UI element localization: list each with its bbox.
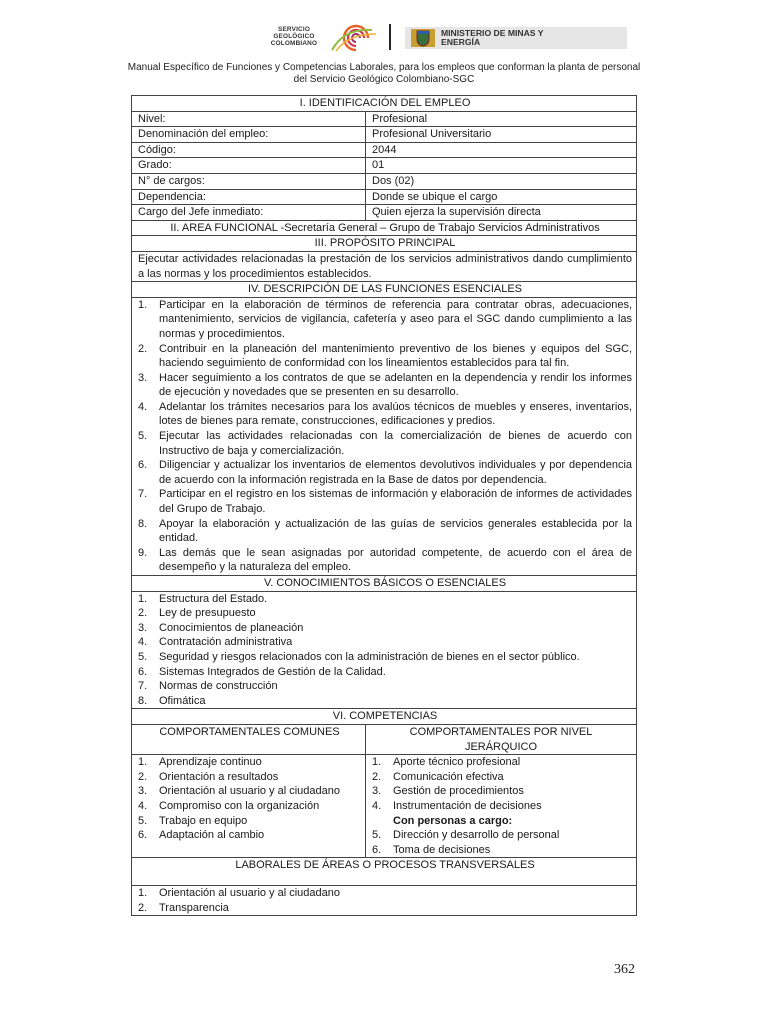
field-label: Dependencia:	[132, 189, 366, 205]
list-item	[138, 694, 632, 709]
list-item-text: Diligenciar y actualizar los inventarios de elementos devolutivos individuales y por dependencia de acuerdo con la información registrada en la Base de datos por dependencia.	[159, 459, 633, 486]
list-item	[138, 400, 632, 429]
section-heading-row	[132, 282, 637, 298]
list-item-text: Contratación administrativa	[159, 636, 293, 649]
list-item-text: Comunicación efectiva	[393, 770, 504, 783]
field-label: Cargo del Jefe inmediato:	[132, 205, 366, 221]
functions-cell	[132, 297, 637, 575]
list-item	[138, 635, 632, 650]
sgc-spiral-icon	[328, 24, 384, 52]
section-heading: III. PROPÓSITO PRINCIPAL	[132, 236, 637, 252]
field-value: Profesional	[366, 111, 637, 127]
list-item-number: 8.	[138, 694, 148, 707]
section-heading: LABORALES DE ÁREAS O PROCESOS TRANSVERSALES	[132, 858, 637, 886]
numbered-list	[372, 755, 632, 857]
list-item-number: 7.	[138, 488, 148, 501]
numbered-list	[138, 592, 632, 709]
field-value: Quien ejerza la supervisión directa	[366, 205, 637, 221]
list-item	[372, 755, 632, 770]
list-item-text: Las demás que le sean asignadas por autoridad competente, de acuerdo con el área de desempeño y la naturaleza del empleo.	[159, 546, 633, 574]
list-item-number: 4.	[138, 636, 148, 649]
list-item	[138, 298, 632, 342]
list-item-number: 5.	[138, 430, 148, 443]
field-value: 2044	[366, 142, 637, 158]
section-heading: I. IDENTIFICACIÓN DEL EMPLEO	[132, 96, 637, 112]
field-label: N° de cargos:	[132, 173, 366, 189]
list-item-number: 6.	[372, 843, 382, 856]
sgc-logo-line: SERVICIO	[277, 26, 311, 33]
numbered-list	[138, 886, 632, 915]
list-item	[138, 901, 632, 916]
list-item-number: 9.	[138, 546, 148, 559]
list-item-number: 7.	[138, 680, 148, 693]
list-item-text: Aporte técnico profesional	[393, 756, 521, 769]
list-item	[138, 487, 632, 516]
list-item	[372, 828, 632, 843]
list-item	[138, 606, 632, 621]
list-item-number: 4.	[372, 799, 382, 812]
numbered-list	[138, 755, 361, 843]
list-item-number: 3.	[138, 785, 148, 798]
list-item	[372, 799, 632, 814]
list-item-text: Estructura del Estado.	[159, 592, 268, 605]
section-heading-row	[132, 236, 637, 252]
page-header	[0, 0, 768, 56]
list-item-text: Seguridad y riesgos relacionados con la administración de bienes en el sector público.	[159, 650, 580, 663]
list-item-text: Con personas a cargo:	[393, 814, 513, 827]
list-item	[138, 429, 632, 458]
list-item	[138, 886, 632, 901]
field-label: Grado:	[132, 158, 366, 174]
list-item-text: Orientación a resultados	[159, 770, 279, 783]
list-item	[138, 458, 632, 487]
list-item	[138, 371, 632, 400]
list-item-text: Ley de presupuesto	[159, 607, 256, 620]
field-value: Dos (02)	[366, 173, 637, 189]
field-label: Código:	[132, 142, 366, 158]
header-divider	[389, 24, 391, 50]
list-item-text: Gestión de procedimientos	[393, 785, 524, 798]
list-item-number: 5.	[138, 650, 148, 663]
list-item-number: 8.	[138, 517, 148, 530]
list-item-number: 1.	[138, 298, 148, 311]
list-item-number: 6.	[138, 665, 148, 678]
list-item-text: Apoyar la elaboración y actualización de las guías de servicios generales establecida por la entidad.	[159, 517, 633, 545]
list-item-text: Adaptación al cambio	[159, 829, 265, 842]
list-item	[138, 814, 361, 829]
list-item-number: 4.	[138, 799, 148, 812]
identification-row	[132, 158, 637, 174]
list-item-text: Dirección y desarrollo de personal	[393, 829, 560, 842]
list-item-number: 3.	[372, 785, 382, 798]
list-item	[372, 770, 632, 785]
competency-list-row	[132, 755, 637, 858]
sgc-logo-line: COLOMBIANO	[270, 40, 318, 47]
identification-row	[132, 127, 637, 143]
list-item-number: 2.	[138, 342, 148, 355]
list-item	[138, 770, 361, 785]
list-item-text: Toma de decisiones	[393, 843, 491, 856]
field-value: 01	[366, 158, 637, 174]
list-item-number: 3.	[138, 621, 148, 634]
list-item	[138, 650, 632, 665]
identification-row	[132, 205, 637, 221]
list-item-text: Contribuir en la planeación del mantenimiento preventivo de los bienes y equipos del SGC, haciendo seguimiento de conformidad con los lineamientos establecidos para tal fin.	[159, 342, 633, 370]
sgc-logo-text	[262, 26, 326, 47]
transversal-cell	[132, 886, 637, 916]
list-item	[138, 517, 632, 546]
list-item	[138, 799, 361, 814]
page-number: 362	[614, 962, 635, 977]
list-item-text: Sistemas Integrados de Gestión de la Calidad.	[159, 665, 386, 678]
list-item-text: Transparencia	[159, 901, 229, 914]
list-item-number: 5.	[138, 814, 148, 827]
identification-row	[132, 142, 637, 158]
list-item	[372, 843, 632, 858]
field-value: Donde se ubique el cargo	[366, 189, 637, 205]
list-item	[138, 621, 632, 636]
list-item-text: Orientación al usuario y al ciudadano	[159, 887, 341, 900]
section-heading: II. AREA FUNCIONAL -Secretaría General – Grupo de Trabajo Servicios Administrativos	[132, 220, 637, 236]
section-heading: V. CONOCIMIENTOS BÁSICOS O ESENCIALES	[132, 576, 637, 592]
section-heading-row	[132, 96, 637, 112]
common-competencies-cell	[132, 755, 366, 858]
sgc-logo-line: GEOLÓGICO	[273, 33, 315, 40]
list-item-text: Participar en el registro en los sistemas de información y elaboración de informes de actividades del Grupo de Trabajo.	[159, 488, 633, 516]
section-heading-row	[132, 576, 637, 592]
list-item	[138, 546, 632, 575]
coat-of-arms-icon	[411, 29, 435, 47]
section-heading: IV. DESCRIPCIÓN DE LAS FUNCIONES ESENCIALES	[132, 282, 637, 298]
list-item-number: 3.	[138, 371, 148, 384]
knowledge-row	[132, 591, 637, 709]
numbered-list	[138, 298, 632, 575]
ministry-logo-text	[441, 29, 544, 46]
field-value: Profesional Universitario	[366, 127, 637, 143]
list-item	[138, 828, 361, 843]
list-item	[138, 665, 632, 680]
section-heading-row	[132, 709, 637, 725]
column-heading: COMPORTAMENTALES COMUNES	[132, 724, 366, 754]
list-item-number: 2.	[372, 770, 382, 783]
field-label: Nivel:	[132, 111, 366, 127]
list-item-number: 1.	[138, 756, 148, 769]
list-item-text: Compromiso con la organización	[159, 799, 320, 812]
list-item-number: 1.	[372, 756, 382, 769]
list-item	[138, 342, 632, 371]
identification-row	[132, 189, 637, 205]
list-item-text: Ofimática	[159, 694, 206, 707]
list-item	[138, 784, 361, 799]
transversal-row	[132, 886, 637, 916]
list-item-text: Conocimientos de planeación	[159, 621, 304, 634]
competency-heading-row	[132, 724, 637, 754]
section-heading: VI. COMPETENCIAS	[132, 709, 637, 725]
list-item-number: 5.	[372, 829, 382, 842]
list-item-number: 6.	[138, 459, 148, 472]
list-item-number: 4.	[138, 400, 148, 413]
column-heading: COMPORTAMENTALES POR NIVEL JERÁRQUICO	[366, 724, 637, 754]
purpose-text: Ejecutar actividades relacionadas la prestación de los servicios administrativos dando cumplimiento a las normas y los procedimientos establecidos.	[132, 251, 637, 281]
list-item-number: 1.	[138, 887, 148, 900]
section-heading-row	[132, 858, 637, 886]
list-item-number: 2.	[138, 770, 148, 783]
document-title: Manual Específico de Funciones y Competencias Laborales, para los empleos que conforman la planta de personal del Servicio Geológico Colombiano-SGC	[127, 62, 641, 85]
field-label: Denominación del empleo:	[132, 127, 366, 143]
section-heading-row	[132, 220, 637, 236]
list-item-text: Instrumentación de decisiones	[393, 799, 542, 812]
sgc-logo	[262, 24, 384, 52]
list-item	[138, 755, 361, 770]
knowledge-cell	[132, 591, 637, 709]
ministry-line: ENERGÍA	[441, 36, 481, 47]
list-item-text: Ejecutar las actividades relacionadas con la comercialización de bienes de acuerdo con Instructivo de baja y comercialización.	[159, 430, 633, 457]
list-item-text: Adelantar los trámites necesarios para los avalúos técnicos de muebles y enseres, inventarios, lotes de bienes para remate, construcciones, edificaciones y predios.	[159, 400, 633, 428]
job-profile-table	[131, 95, 637, 916]
list-item-text: Trabajo en equipo	[159, 814, 248, 827]
ministry-logo	[405, 27, 627, 49]
list-item-text: Normas de construcción	[159, 680, 278, 693]
ministry-line: MINISTERIO DE MINAS Y	[441, 28, 544, 38]
functions-row	[132, 297, 637, 575]
list-item-number: 1.	[138, 592, 148, 605]
list-item-text: Participar en la elaboración de términos de referencia para contratar obras, adecuaciones, mantenimiento, servicios de vigilancia, cafetería y aseo para el SGC dando cumplimiento a las normas y procedimientos.	[159, 298, 633, 340]
list-item-text: Aprendizaje continuo	[159, 756, 262, 769]
list-item	[372, 784, 632, 799]
identification-row	[132, 173, 637, 189]
list-item-number: 6.	[138, 829, 148, 842]
identification-row	[132, 111, 637, 127]
list-item-text: Orientación al usuario y al ciudadano	[159, 785, 341, 798]
list-item	[138, 679, 632, 694]
purpose-row	[132, 251, 637, 281]
hierarchical-competencies-cell	[366, 755, 637, 858]
list-item	[138, 592, 632, 607]
list-item-number: 2.	[138, 901, 148, 914]
list-item-number: 2.	[138, 607, 148, 620]
list-item	[372, 814, 632, 829]
list-item-text: Hacer seguimiento a los contratos de que se adelanten en la dependencia y rendir los informes de ejecución y novedades que se presenten en su desarrollo.	[159, 371, 633, 399]
